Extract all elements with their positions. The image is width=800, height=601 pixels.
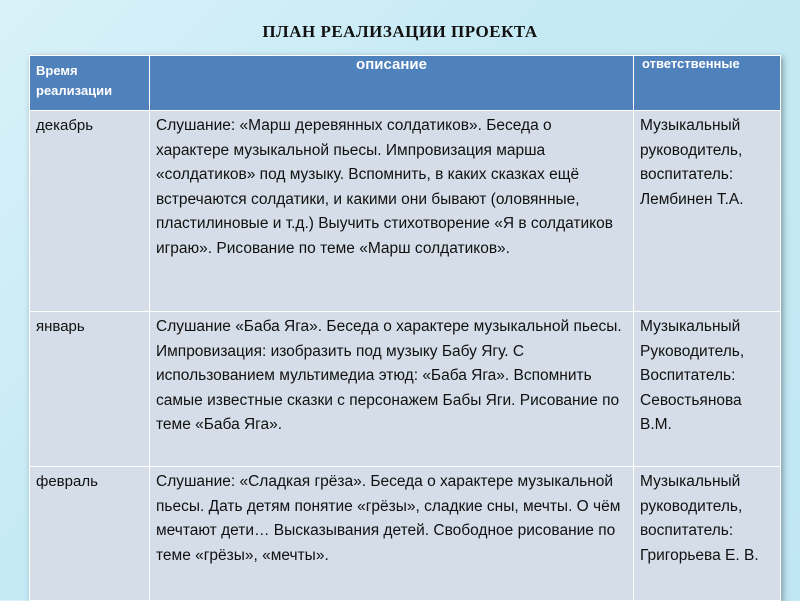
row-month: январь [30, 312, 150, 467]
table-row [30, 111, 781, 312]
row-responsible: Музыкальный Руководитель, Воспитатель: Севостьянова В.М. [634, 312, 781, 467]
header-description: описание [150, 56, 634, 111]
header-responsible: ответственные [634, 56, 781, 111]
table-row [30, 312, 781, 467]
row-month: декабрь [30, 111, 150, 312]
row-responsible: Музыкальный руководитель, воспитатель: Лембинен Т.А. [634, 111, 781, 312]
table-row [30, 467, 781, 601]
row-description: Слушание «Баба Яга». Беседа о характере музыкальной пьесы. Импровизация: изобразить под музыку Бабу Ягу. С использованием мультимедиа этюд: «Баба Яга». Вспомнить самые известные сказки с персонажем Бабы Яги. Рисование по теме «Баба Яга». [150, 312, 634, 467]
project-plan-table [29, 55, 781, 601]
row-responsible: Музыкальный руководитель, воспитатель: Григорьева Е. В. [634, 467, 781, 601]
table-header-row [30, 56, 781, 111]
header-time: Время реализации [30, 56, 150, 111]
page-title: ПЛАН РЕАЛИЗАЦИИ ПРОЕКТА [262, 22, 538, 41]
row-month: февраль [30, 467, 150, 601]
row-description: Слушание: «Марш деревянных солдатиков». Беседа о характере музыкальной пьесы. Импровизация марша «солдатиков» под музыку. Вспомнить, в каких сказках ещё встречаются солдатики, и какими они бывают (оловянные, пластилиновые и т.д.) Выучить стихотворение «Я в солдатиков играю». Рисование по теме «Марш солдатиков». [150, 111, 634, 312]
row-description: Слушание: «Сладкая грёза». Беседа о характере музыкальной пьесы. Дать детям понятие «грёзы», сладкие сны, мечты. О чём мечтают дети… Высказывания детей. Свободное рисование по теме «грёзы», «мечты». [150, 467, 634, 601]
